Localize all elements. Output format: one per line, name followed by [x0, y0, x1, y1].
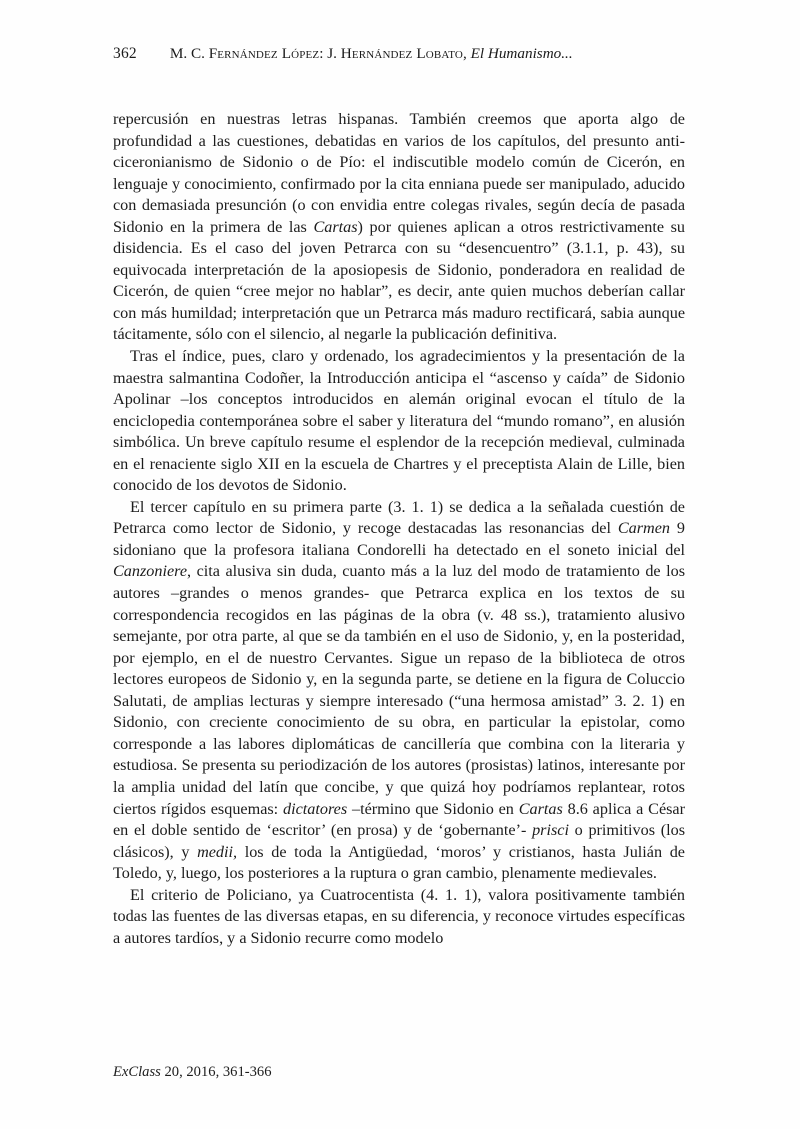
para-3 [113, 497, 685, 885]
text-run: repercusión en nuestras letras hispanas. También creemos que aporta algo de profundidad a las cuestiones, debatidas en varios de los capítulos, del presunto anti-ciceronianismo de Sidonio o de Pío: el indiscutible modelo común de Cicerón, en lenguaje y conocimiento, confirmado por la cita enniana puede ser manipulado, aducido con demasiada presunción (o con envidia entre colegas rivales, según decía de pasada Sidonio en la primera de las [113, 110, 685, 236]
italic-run: medii, [197, 842, 238, 861]
text-run: , cita alusiva sin duda, cuanto más a la luz del modo de tratamiento de los autores –grandes o menos grandes- que Petrarca explica en los textos de su correspondencia recogidos en las páginas de la obra (v. 48 ss.), tratamiento alusivo semejante, por otra parte, al que se da también en el uso de Sidonio, y, en la posteridad, por ejemplo, en el de nuestro Cervantes. Sigue un repaso de la biblioteca de otros lectores europeos de Sidonio y, en la segunda parte, se detiene en la figura de Coluccio Salutati, de amplias lecturas y siempre interesado (“una hermosa amistad” 3. 2. 1) en Sidonio, con creciente conocimiento de su obra, en particular la epistolar, como corresponde a las labores diplomáticas de cancillería que combina con la literaria y estudiosa. Se presenta su periodización de los autores (prosistas) latinos, interesante por la amplia unidad del latín que concibe, y que quizá hoy podríamos replantear, rotos ciertos rígidos esquemas: [113, 562, 685, 818]
para-2 [113, 346, 685, 497]
italic-run: prisci [532, 821, 569, 840]
body-text [113, 109, 685, 949]
head-separator: : [319, 45, 328, 62]
italic-run: Cartas [518, 799, 563, 818]
italic-run: Canzoniere [113, 562, 188, 581]
italic-run: Carmen [617, 519, 671, 538]
italic-run: dictatores [283, 799, 348, 818]
reviewed-initials: J. [327, 45, 341, 62]
para-1-continuation [113, 109, 685, 346]
running-head [113, 44, 687, 68]
book-title: El Humanismo... [470, 45, 573, 62]
text-run: –término que Sidonio en [347, 799, 519, 818]
journal-name: ExClass [113, 1064, 161, 1080]
text-run: o primitivos (los clásicos), y [113, 821, 685, 861]
footer-citation [113, 1063, 272, 1081]
text-run: El criterio de Policiano, ya Cuatrocentista (4. 1. 1), valora positivamente también todas las fuentes de las diversas etapas, en su diferencia, y reconoce virtudes específicas a autores tardíos, y a Sidonio recurre como modelo [113, 885, 685, 947]
citation-detail: 20, 2016, 361-366 [160, 1064, 272, 1080]
author-surname: Fernández López [208, 45, 320, 62]
text-run: Tras el índice, pues, claro y ordenado, los agradecimientos y la presentación de la maestra salmantina Codoñer, la Introducción anticipa el “ascenso y caída” de Sidonio Apolinar –los conceptos introducidos en alemán original evocan el título de la enciclopedia contemporánea sobre el saber y literatura del “mundo romano”, en alusión simbólica. Un breve capítulo resume el esplendor de la recepción medieval, culminada en el renaciente siglo XII en la escuela de Chartres y el preceptista Alain de Lille, bien conocido de los devotos de Sidonio. [113, 347, 685, 495]
italic-run: Cartas [313, 217, 358, 236]
reviewed-surname: Hernández Lobato [340, 45, 463, 62]
head-comma: , [462, 45, 471, 62]
page-number: 362 [113, 45, 137, 62]
text-run: los de toda la Antigüedad, ‘moros’ y cristianos, hasta Julián de Toledo, y, luego, los posteriores a la ruptura o gran cambio, plenamente medievales. [113, 842, 685, 883]
text-run: ) por quienes aplican a otros restrictivamente su disidencia. Es el caso del joven Petrarca con su “desencuentro” (3.1.1, p. 43), su equivocada interpretación de la aposiopesis de Sidonio, ponderadora en realidad de Cicerón, de quien “cree mejor no hablar”, es decir, ante quien muchos deberían callar con más humildad; interpretación que un Petrarca más maduro rectificará, sabia aunque tácitamente, sólo con el silencio, al negarle la publicación definitiva. [113, 217, 685, 344]
text-run: El tercer capítulo en su primera parte (3. 1. 1) se dedica a la señalada cuestión de Petrarca como lector de Sidonio, y recoge destacadas las resonancias del [113, 497, 685, 538]
author-initials: M. C. [169, 45, 209, 62]
text-run: 8.6 aplica a César en el doble sentido de ‘escritor’ (en prosa) y de ‘gobernante’- [113, 799, 686, 840]
para-4 [113, 885, 685, 950]
running-head-title [170, 44, 573, 64]
text-run: 9 sidoniano que la profesora italiana Condorelli ha detectado en el soneto inicial del [113, 519, 685, 559]
